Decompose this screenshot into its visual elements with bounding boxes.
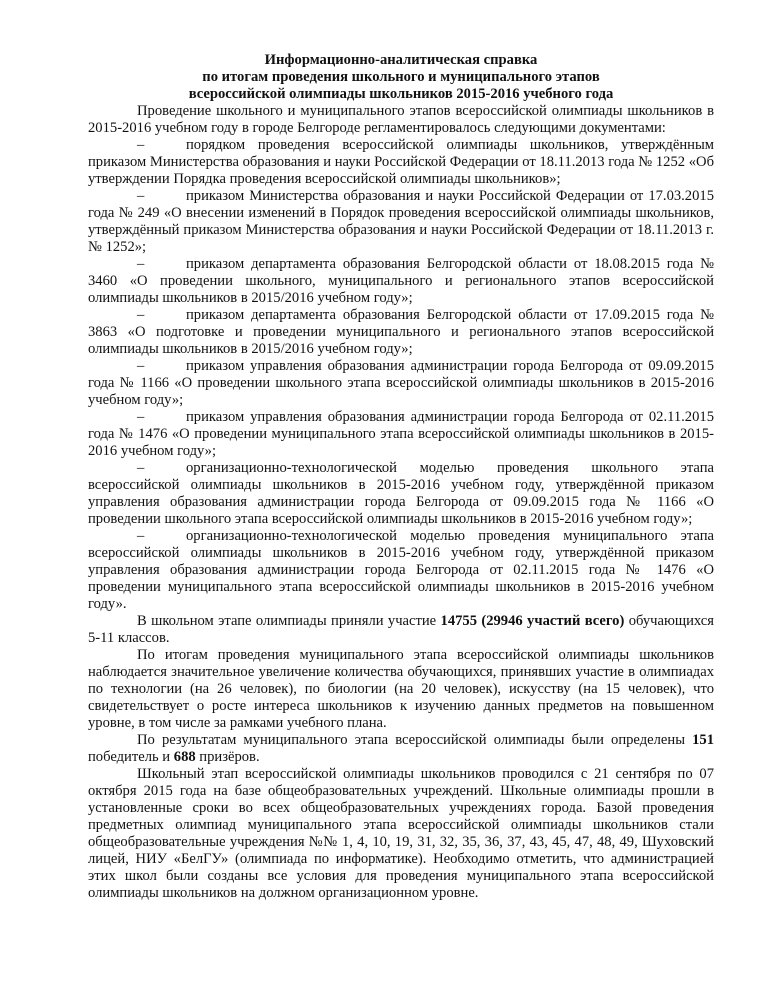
results-text-after: призёров. [195, 749, 260, 765]
dash-bullet: – [137, 137, 145, 153]
school-stage-paragraph: Школьный этап всероссийской олимпиады школьников проводился с 21 сентября по 07 октября 2015 года на базе общеобразовательных учреждений. Школьные олимпиады прошли в установленные сроки во всех общеобразовательных учреждениях города. Базой проведения предметных олимпиад муниципального этапа всероссийской олимпиады школьников стали общеобразовательные учреждения №№ 1, 4, 10, 19, 31, 32, 35, 36, 37, 43, 45, 47, 48, 49, Шуховский лицей, НИУ «БелГУ» (олимпиада по информатике). Необходимо отметить, что администрацией этих школ были созданы все условия для проведения муниципального этапа всероссийской олимпиады школьников на должном организационном уровне. [88, 766, 714, 901]
document-item-2 [88, 188, 714, 256]
document-item-6 [88, 409, 714, 460]
document-item-text: приказом управления образования администрации города Белгорода от 02.11.2015 года № 1476 «О проведении муниципального этапа всероссийской олимпиады школьников в 2015-2016 учебном году»; [88, 409, 714, 459]
prizewinners-count: 688 [173, 749, 196, 765]
winners-count: 151 [692, 732, 714, 748]
participation-text-after: обучающихся 5-11 классов. [88, 613, 714, 646]
participation-count [441, 613, 523, 629]
document-item-text: приказом департамента образования Белгородской области от 17.09.2015 года № 3863 «О подготовке и проведении муниципального и регионального этапов всероссийской олимпиады школьников в 2015/2016 учебном году»; [88, 307, 714, 357]
dash-bullet: – [137, 256, 145, 272]
participation-paragraph [88, 613, 714, 647]
results-paragraph [88, 732, 714, 766]
title-line-3: всероссийской олимпиады школьников 2015-2016 учебного года [188, 86, 614, 102]
document-item-5 [88, 358, 714, 409]
document-item-3 [88, 256, 714, 307]
document-item-text: организационно-технологической моделью проведения школьного этапа всероссийской олимпиады школьников в 2015-2016 учебном году, утверждённой приказом управления образования администрации города Белгорода от 09.09.2015 года № 1166 «О проведении школьного этапа всероссийской олимпиады школьников в 2015-2016 учебном году»; [88, 460, 714, 527]
intro-paragraph: Проведение школьного и муниципального этапов всероссийской олимпиады школьников в 2015-2016 учебном году в городе Белгороде регламентировалось следующими документами: [88, 103, 714, 136]
document-item-text: приказом департамента образования Белгородской области от 18.08.2015 года № 3460 «О проведении школьного, муниципального и регионального этапов всероссийской олимпиады школьников в 2015/2016 учебном году»; [88, 256, 714, 306]
growth-paragraph: По итогам проведения муниципального этапа всероссийской олимпиады школьников наблюдается значительное увеличение количества обучающихся, принявших участие в олимпиадах по технологии (на 26 человек), по биологии (на 20 человек), искусству (на 15 человек), что свидетельствует о росте интереса школьников к изучению данных предметов на повышенном уровне, в том числе за рамками учебного плана. [88, 647, 714, 731]
document-item-text: организационно-технологической моделью проведения муниципального этапа всероссийской олимпиады школьников в 2015-2016 учебном году, утверждённой приказом управления образования администрации города Белгорода от 02.11.2015 года № 1476 «О проведении муниципального этапа всероссийской олимпиады школьников в 2015-2016 учебном году». [88, 528, 714, 612]
document-item-7 [88, 460, 714, 528]
document-item-text: порядком проведения всероссийской олимпиады школьников, утверждённым приказом Министерства образования и науки Российской Федерации от 18.11.2013 года № 1252 «Об утверждении Порядка проведения всероссийской олимпиады школьников»; [88, 137, 714, 187]
dash-bullet: – [137, 409, 145, 425]
document-item-text: приказом Министерства образования и науки Российской Федерации от 17.03.2015 года № 249 «О внесении изменений в Порядок проведения всероссийской олимпиады школьников, утверждённый приказом Министерства образования и науки Российской Федерации от 18.11.2013 г. № 1252»; [88, 188, 714, 255]
participation-bracket: ) [619, 613, 625, 629]
results-text-middle: победитель и [88, 749, 174, 765]
title-line-1: Информационно-аналитическая справка [264, 52, 538, 68]
participation-total-label: участий всего [522, 613, 620, 629]
dash-bullet: – [137, 528, 145, 544]
document-page [88, 52, 714, 902]
participation-count-value: 14755 (29946 [440, 613, 523, 629]
participation-text-before: В школьном этапе олимпиады приняли участие [137, 613, 441, 629]
document-title [88, 52, 714, 103]
results-text-before: По результатам муниципального этапа всероссийской олимпиады были определены [137, 732, 693, 748]
dash-bullet: – [137, 307, 145, 323]
title-line-2: по итогам проведения школьного и муниципального этапов [202, 69, 600, 85]
document-item-8 [88, 528, 714, 613]
dash-bullet: – [137, 460, 145, 476]
document-item-text: приказом управления образования администрации города Белгорода от 09.09.2015 года № 1166 «О проведении школьного этапа всероссийской олимпиады школьников в 2015-2016 учебном году»; [88, 358, 714, 408]
dash-bullet: – [137, 358, 145, 374]
document-item-1 [88, 137, 714, 188]
document-item-4 [88, 307, 714, 358]
dash-bullet: – [137, 188, 145, 204]
